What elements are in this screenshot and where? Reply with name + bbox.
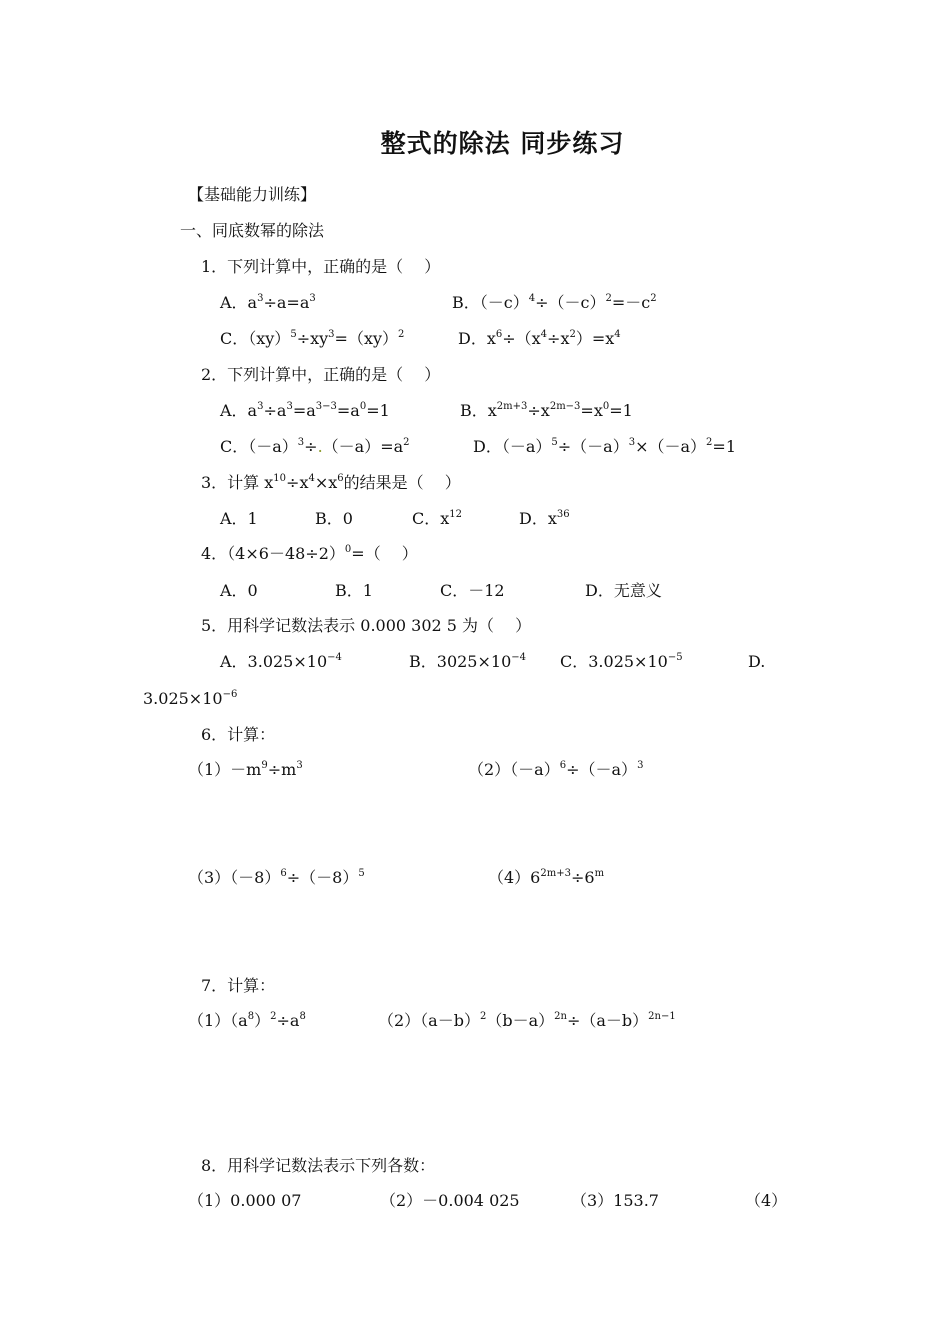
q8-part-4: （4） [745, 1191, 788, 1210]
q1-option-c: C．$(xy)^5\div xy^3=(xy)^2$ [220, 329, 405, 348]
q6-part-3: $(3)(-8)^6\div(-8)^5$ [188, 868, 365, 887]
q6-stem: 6．计算： [201, 725, 276, 744]
q2-stem: 2．下列计算中，正确的是（ ） [201, 365, 441, 384]
q4-option-a: A．0 [220, 581, 258, 600]
q2-option-b: B．$x^{2m+3}\div x^{2m-3}=x^0=1$ [460, 401, 633, 420]
q5-option-c: C．$3.025\times 10^{-5}$ [560, 652, 683, 671]
q2-option-c: C．$(-a)^3\div.(-a)=a^2$ [220, 437, 410, 456]
q5-option-b: B．$3025\times 10^{-4}$ [409, 652, 526, 671]
q8-part-2: （2）－0.004 025 [380, 1191, 520, 1210]
q3-stem: 3．计算 $x^{10}\div x^4\times x^6$的结果是（ ） [201, 473, 461, 492]
q5-option-d: $3.025\times 10^{-6}$ [143, 689, 238, 708]
q7-part-1: $(1)(a^8)^2\div a^8$ [188, 1011, 306, 1030]
q5-option-d-label: D. [748, 652, 766, 671]
q2-option-d: D．$(-a)^5\div(-a)^3\times(-a)^2=1$ [473, 437, 736, 456]
q4-option-c: C．－12 [440, 581, 505, 600]
part-heading: 一、同底数幂的除法 [180, 221, 325, 240]
page-title: 整式的除法 同步练习 [380, 129, 625, 158]
q3-option-d: D．$x^{36}$ [519, 509, 570, 528]
q8-part-1: （1）0.000 07 [188, 1191, 302, 1210]
q1-option-b: B．$(-c)^4\div(-c)^2=-c^2$ [452, 293, 657, 312]
q7-stem: 7．计算： [201, 976, 276, 995]
q6-part-2: $(2)(-a)^6\div(-a)^3$ [468, 760, 644, 779]
q3-option-a: A．1 [220, 509, 258, 528]
q8-stem: 8．用科学记数法表示下列各数： [201, 1156, 436, 1175]
q6-part-4: $(4)6^{2m+3}\div 6^m$ [488, 868, 605, 887]
q1-option-a: A．$a^3\div a=a^3$ [220, 293, 316, 312]
q4-option-b: B．1 [335, 581, 373, 600]
q8-part-3: （3）153.7 [571, 1191, 659, 1210]
q4-option-d: D．无意义 [585, 581, 662, 600]
q1-option-d: D．$x^6\div(x^4\div x^2)=x^4$ [458, 329, 621, 348]
q4-stem: 4．$(4\times 6-48\div 2)^0=$（ ） [201, 544, 418, 563]
q7-part-2: $(2)(a-b)^2(b-a)^{2n}\div(a-b)^{2n-1}$ [378, 1011, 676, 1030]
q5-stem: 5．用科学记数法表示 0.000 302 5 为（ ） [201, 616, 532, 635]
q5-option-a: A．$3.025\times 10^{-4}$ [220, 652, 342, 671]
q1-stem: 1．下列计算中，正确的是（ ） [201, 257, 441, 276]
section-heading: 【基础能力训练】 [188, 185, 317, 204]
q2-option-a: A．$a^3\div a^3=a^{3-3}=a^0=1$ [220, 401, 390, 420]
q3-option-b: B．0 [315, 509, 353, 528]
q3-option-c: C．$x^{12}$ [412, 509, 463, 528]
q6-part-1: $(1)-m^9\div m^3$ [188, 760, 303, 779]
